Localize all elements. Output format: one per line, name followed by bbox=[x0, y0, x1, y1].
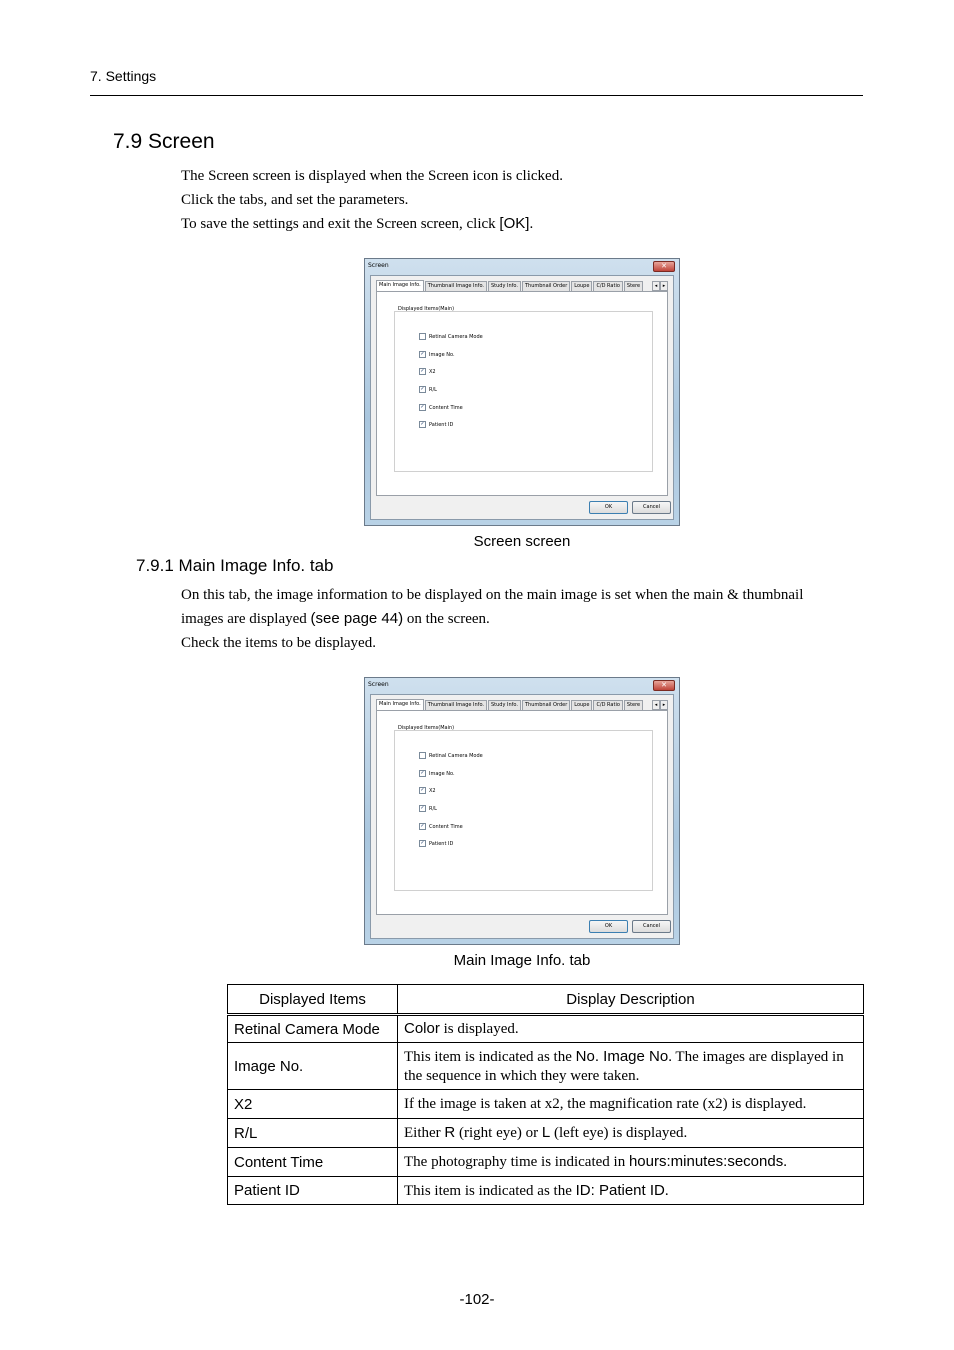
paragraph-text: on the screen. bbox=[403, 611, 490, 627]
key-term: hours:minutes:seconds bbox=[628, 1153, 784, 1170]
checkmark-icon[interactable]: ✓ bbox=[420, 351, 425, 357]
tab-study-info[interactable]: Study Info. bbox=[488, 281, 521, 291]
intro-line: Click the tabs, and set the parameters. bbox=[181, 192, 409, 208]
main-image-info-tab-screenshot bbox=[364, 677, 680, 945]
cancel-button[interactable]: Cancel bbox=[632, 920, 671, 933]
checkbox-label: Content Time bbox=[429, 404, 463, 411]
group-label: Displayed Items(Main) bbox=[398, 725, 455, 731]
checkmark-icon[interactable]: ✓ bbox=[420, 787, 425, 793]
table-row bbox=[228, 1043, 864, 1090]
header-rule bbox=[90, 95, 863, 96]
checkbox-patient-id[interactable] bbox=[419, 840, 453, 847]
description-text: (left eye) is displayed. bbox=[550, 1125, 688, 1141]
tab-thumbnail-image-info[interactable]: Thumbnail Image Info. bbox=[425, 281, 487, 291]
tab-stereo[interactable]: Stere bbox=[624, 281, 643, 291]
table-header-row bbox=[228, 985, 864, 1015]
group-label: Displayed Items(Main) bbox=[398, 306, 455, 312]
tab-scroll-arrows bbox=[652, 281, 668, 291]
checkbox-label: X2 bbox=[429, 787, 436, 794]
cancel-button[interactable]: Cancel bbox=[632, 501, 671, 514]
tab-loupe[interactable]: Loupe bbox=[571, 281, 592, 291]
intro-text: . bbox=[529, 216, 534, 232]
chevron-right-icon[interactable]: ▸ bbox=[660, 700, 668, 710]
description-cell bbox=[398, 1043, 864, 1090]
intro-text: To save the settings and exit the Screen screen, click bbox=[181, 216, 500, 232]
checkbox-label: Patient ID bbox=[429, 421, 454, 428]
description-cell bbox=[398, 1148, 864, 1177]
item-cell: X2 bbox=[228, 1090, 398, 1119]
checkbox-patient-id[interactable] bbox=[419, 421, 453, 428]
checkmark-icon[interactable]: ✓ bbox=[420, 421, 425, 427]
paragraph-line: Check the items to be displayed. bbox=[181, 635, 376, 651]
item-cell: R/L bbox=[228, 1119, 398, 1148]
page-reference: (see page 44) bbox=[310, 610, 404, 627]
checkbox-image-no[interactable] bbox=[419, 770, 455, 777]
dialog-body bbox=[370, 275, 674, 520]
tab-main-image-info[interactable]: Main Image Info. bbox=[376, 699, 424, 710]
tab-scroll-arrows bbox=[652, 700, 668, 710]
dialog-title: Screen bbox=[368, 681, 389, 688]
tab-thumbnail-order[interactable]: Thumbnail Order bbox=[522, 700, 570, 710]
tab-panel bbox=[376, 291, 668, 496]
description-text: Either bbox=[404, 1125, 445, 1141]
screen-dialog-screenshot bbox=[364, 258, 680, 526]
checkmark-icon[interactable]: ✓ bbox=[420, 386, 425, 392]
tab-description-paragraph bbox=[181, 583, 861, 655]
checkbox-label: Patient ID bbox=[429, 840, 454, 847]
item-cell: Patient ID bbox=[228, 1177, 398, 1205]
checkbox-retinal-camera-mode[interactable] bbox=[419, 752, 483, 759]
table-row bbox=[228, 1090, 864, 1119]
checkbox-label: X2 bbox=[429, 368, 436, 375]
checkmark-icon[interactable]: ✓ bbox=[420, 404, 425, 410]
tab-study-info[interactable]: Study Info. bbox=[488, 700, 521, 710]
checkbox-unchecked-icon[interactable] bbox=[419, 333, 426, 340]
tab-stereo[interactable]: Stere bbox=[624, 700, 643, 710]
tab-cd-ratio[interactable]: C/D Ratio bbox=[593, 281, 622, 291]
dialog-title: Screen bbox=[368, 262, 389, 269]
checkbox-label: Retinal Camera Mode bbox=[429, 752, 483, 759]
tab-thumbnail-image-info[interactable]: Thumbnail Image Info. bbox=[425, 700, 487, 710]
key-term: R bbox=[444, 1124, 456, 1141]
checkbox-content-time[interactable] bbox=[419, 823, 463, 830]
checkbox-label: Image No. bbox=[429, 770, 455, 777]
paragraph-line: On this tab, the image information to be displayed on the main image is set when the main & thumbnail bbox=[181, 587, 804, 603]
item-cell: Retinal Camera Mode bbox=[228, 1015, 398, 1043]
displayed-items-table bbox=[227, 984, 864, 1205]
close-icon[interactable]: ✕ bbox=[653, 261, 675, 272]
running-header: 7. Settings bbox=[90, 68, 157, 84]
item-cell: Image No. bbox=[228, 1043, 398, 1090]
description-text: This item is indicated as the bbox=[404, 1182, 576, 1199]
checkbox-label: Image No. bbox=[429, 351, 455, 358]
checkbox-rl[interactable] bbox=[419, 805, 437, 812]
checkbox-retinal-camera-mode[interactable] bbox=[419, 333, 483, 340]
checkbox-label: R/L bbox=[429, 805, 437, 812]
paragraph-line bbox=[181, 607, 861, 631]
checkmark-icon[interactable]: ✓ bbox=[420, 368, 425, 374]
checkbox-x2[interactable] bbox=[419, 368, 436, 375]
description-cell bbox=[398, 1177, 864, 1205]
intro-line: The Screen screen is displayed when the Screen icon is clicked. bbox=[181, 168, 563, 184]
ok-button[interactable]: OK bbox=[589, 501, 628, 514]
checkbox-label: Content Time bbox=[429, 823, 463, 830]
checkmark-icon[interactable]: ✓ bbox=[420, 805, 425, 811]
chevron-left-icon[interactable]: ◂ bbox=[652, 281, 660, 291]
table-row bbox=[228, 1119, 864, 1148]
section-heading: 7.9 Screen bbox=[113, 130, 215, 153]
description-text: . bbox=[783, 1154, 787, 1170]
chevron-right-icon[interactable]: ▸ bbox=[660, 281, 668, 291]
checkbox-label: R/L bbox=[429, 386, 437, 393]
checkbox-unchecked-icon[interactable] bbox=[419, 752, 426, 759]
table-row bbox=[228, 1177, 864, 1205]
checkbox-content-time[interactable] bbox=[419, 404, 463, 411]
tab-cd-ratio[interactable]: C/D Ratio bbox=[593, 700, 622, 710]
tab-bar bbox=[376, 281, 644, 291]
ok-button[interactable]: OK bbox=[589, 920, 628, 933]
tab-panel bbox=[376, 710, 668, 915]
close-icon[interactable]: ✕ bbox=[653, 680, 675, 691]
description-text: This item is indicated as the bbox=[404, 1048, 576, 1065]
description-text: The photography time is indicated in bbox=[404, 1154, 629, 1170]
checkbox-label: Retinal Camera Mode bbox=[429, 333, 483, 340]
checkbox-x2[interactable] bbox=[419, 787, 436, 794]
checkmark-icon[interactable]: ✓ bbox=[420, 770, 425, 776]
dialog-body bbox=[370, 694, 674, 939]
figure-caption: Screen screen bbox=[473, 533, 571, 550]
table-row bbox=[228, 1015, 864, 1043]
tab-main-image-info[interactable]: Main Image Info. bbox=[376, 280, 424, 291]
chevron-left-icon[interactable]: ◂ bbox=[652, 700, 660, 710]
description-cell bbox=[398, 1119, 864, 1148]
intro-line bbox=[181, 212, 861, 236]
subsection-heading: 7.9.1 Main Image Info. tab bbox=[136, 556, 334, 575]
tab-bar bbox=[376, 700, 644, 710]
tab-thumbnail-order[interactable]: Thumbnail Order bbox=[522, 281, 570, 291]
column-header: Display Description bbox=[398, 985, 864, 1015]
description-cell: If the image is taken at x2, the magnification rate (x2) is displayed. bbox=[398, 1090, 864, 1119]
checkmark-icon[interactable]: ✓ bbox=[420, 823, 425, 829]
key-term: Color bbox=[404, 1020, 440, 1037]
column-header: Displayed Items bbox=[228, 985, 398, 1015]
checkmark-icon[interactable]: ✓ bbox=[420, 840, 425, 846]
paragraph-text: images are displayed bbox=[181, 611, 311, 627]
page-number: -102- bbox=[459, 1291, 495, 1308]
table-row bbox=[228, 1148, 864, 1177]
description-cell bbox=[398, 1015, 864, 1043]
item-cell: Content Time bbox=[228, 1148, 398, 1177]
description-text: . The images are displayed in the sequence in which they were taken. bbox=[404, 1048, 844, 1084]
description-text: . bbox=[664, 1182, 669, 1199]
intro-paragraph bbox=[181, 164, 861, 236]
key-term: L bbox=[541, 1124, 551, 1141]
description-text: (right eye) or bbox=[455, 1125, 542, 1141]
checkbox-image-no[interactable] bbox=[419, 351, 455, 358]
checkbox-rl[interactable] bbox=[419, 386, 437, 393]
key-term: No. Image No bbox=[575, 1047, 669, 1065]
ok-reference: [OK] bbox=[499, 215, 530, 232]
figure-caption: Main Image Info. tab bbox=[453, 952, 591, 969]
tab-loupe[interactable]: Loupe bbox=[571, 700, 592, 710]
description-text: is displayed. bbox=[439, 1021, 519, 1037]
key-term: ID: Patient ID bbox=[575, 1181, 665, 1199]
